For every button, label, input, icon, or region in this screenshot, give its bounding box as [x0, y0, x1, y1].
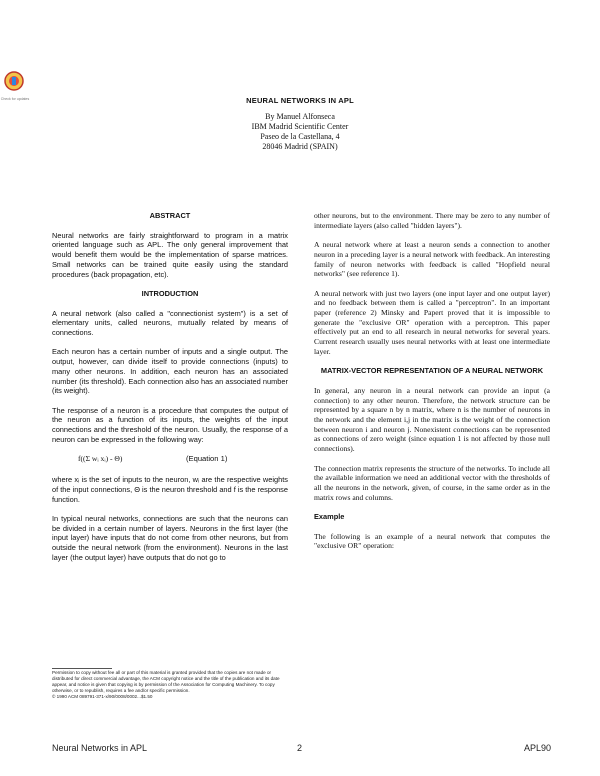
footer-conference: APL90 — [524, 743, 552, 753]
author-affiliation: IBM Madrid Scientific Center — [251, 122, 349, 131]
author-address: Paseo de la Castellana, 4 — [260, 132, 340, 141]
permission-notice — [52, 670, 288, 700]
paragraph: A neural network with just two layers (one input layer and one output layer) and no feedback between them is called a "perceptron". In an important paper (reference 2) Minsky and Papert proved that it is impossible to generate the "exclusive OR" operation with a perceptron. This paper effectively put an end to all research in neural networks for several years. Current research usually uses neural networks with at least one intermediate layer. — [314, 288, 550, 356]
paragraph: In typical neural networks, connections are such that the neurons can be divided in a certain number of layers. Neurons in the first layer (the input layer) have inputs that do not come from other neurons, but from outside the neural network (from the environment). Neurons in the last layer (the output layer) have outputs that do not go to — [52, 513, 288, 562]
author-name: By Manuel Alfonseca — [265, 112, 335, 121]
copyright-line: © 1990 ACM 089791-371-x/90/0008/0002...$1.50 — [52, 694, 153, 700]
author-city: 28046 Madrid (SPAIN) — [262, 142, 338, 151]
footnote-divider — [52, 668, 112, 669]
footer-title: Neural Networks in APL — [52, 743, 148, 753]
equation-1 — [52, 454, 288, 466]
paragraph: The connection matrix represents the structure of the networks. To include all the available information we need an additional vector with the thresholds of all the neurons in the network, given, of course, in the same order as in the matrix rows and columns. — [314, 463, 550, 502]
paper-title: NEURAL NETWORKS IN APL — [246, 96, 354, 105]
paragraph: where xᵢ is the set of inputs to the neuron, wᵢ are the respective weights of the input connections, Θ is the neuron threshold and f is the response function. — [52, 475, 288, 504]
introduction-heading: INTRODUCTION — [141, 288, 199, 298]
paragraph: A neural network (also called a "connectionist system") is a set of elementary units, called neurons, mutually related by means of connections. — [52, 308, 288, 338]
paragraph: The response of a neuron is a procedure that computes the output of the neuron as a function of its inputs, the weights of the input connections and the threshold of the neuron. Usually, the response of a neuron can be expressed in the following way: — [52, 405, 288, 444]
right-column — [314, 211, 550, 561]
abstract-text: Neural networks are fairly straightforward to program in a matrix oriented language such as APL. The only general improvement that would benefit them would be the implementation of sparse matrices. Small networks can be trained quite easily using the standard procedures (back propagation, etc). — [52, 230, 288, 279]
page-number: 2 — [297, 743, 303, 753]
author-block — [0, 112, 600, 152]
example-heading: Example — [314, 512, 345, 522]
paragraph: The following is an example of a neural network that computes the "exclusive OR" operation: — [314, 531, 550, 551]
paragraph: A neural network where at least a neuron sends a connection to another neuron in a preceding layer is a neural network with feedback. An interesting family of neuron networks with feedback is called "Hopfield neural networks" (see reference 1). — [314, 240, 550, 279]
equation-formula: f((Σ wᵢ xᵢ) - Θ) — [78, 454, 123, 464]
equation-number: (Equation 1) — [186, 454, 228, 464]
paragraph: In general, any neuron in a neural network can provide an input (a connection) to any other neuron. Therefore, the network structure can be represented by a square n by n matrix, where n is the number of neurons in the network and the element i,j in the matrix is the weight of the connection between neuron i and neuron j. Nonexistent connections can be represented as connections of zero weight (since equation 1 is not affected by those null connections). — [314, 385, 550, 454]
abstract-heading: ABSTRACT — [149, 211, 191, 220]
matrix-heading: MATRIX-VECTOR REPRESENTATION OF A NEURAL NETWORK — [320, 366, 544, 376]
permission-text: Permission to copy without fee all or part of this material is granted provided that the copies are not made or distributed for direct commercial advantage, the ACM copyright notice and the title of the publication and its date appear, and notice is given that copying is by permission of the Association for Computing Machinery. To copy otherwise, or to republish, requires a fee and/or specific permission. — [52, 670, 280, 694]
left-column — [52, 211, 288, 572]
seal-caption: Check for updates — [0, 97, 30, 101]
university-seal-icon — [3, 70, 25, 96]
paragraph: other neurons, but to the environment. There may be zero to any number of intermediate layers (also called "hidden layers"). — [314, 211, 550, 230]
paragraph: Each neuron has a certain number of inputs and a single output. The output, however, can divide itself to provide connections (inputs) to many other neurons. In addition, each neuron has an associated number (its threshold). Each connection also has an associated number (its weight). — [52, 347, 288, 396]
